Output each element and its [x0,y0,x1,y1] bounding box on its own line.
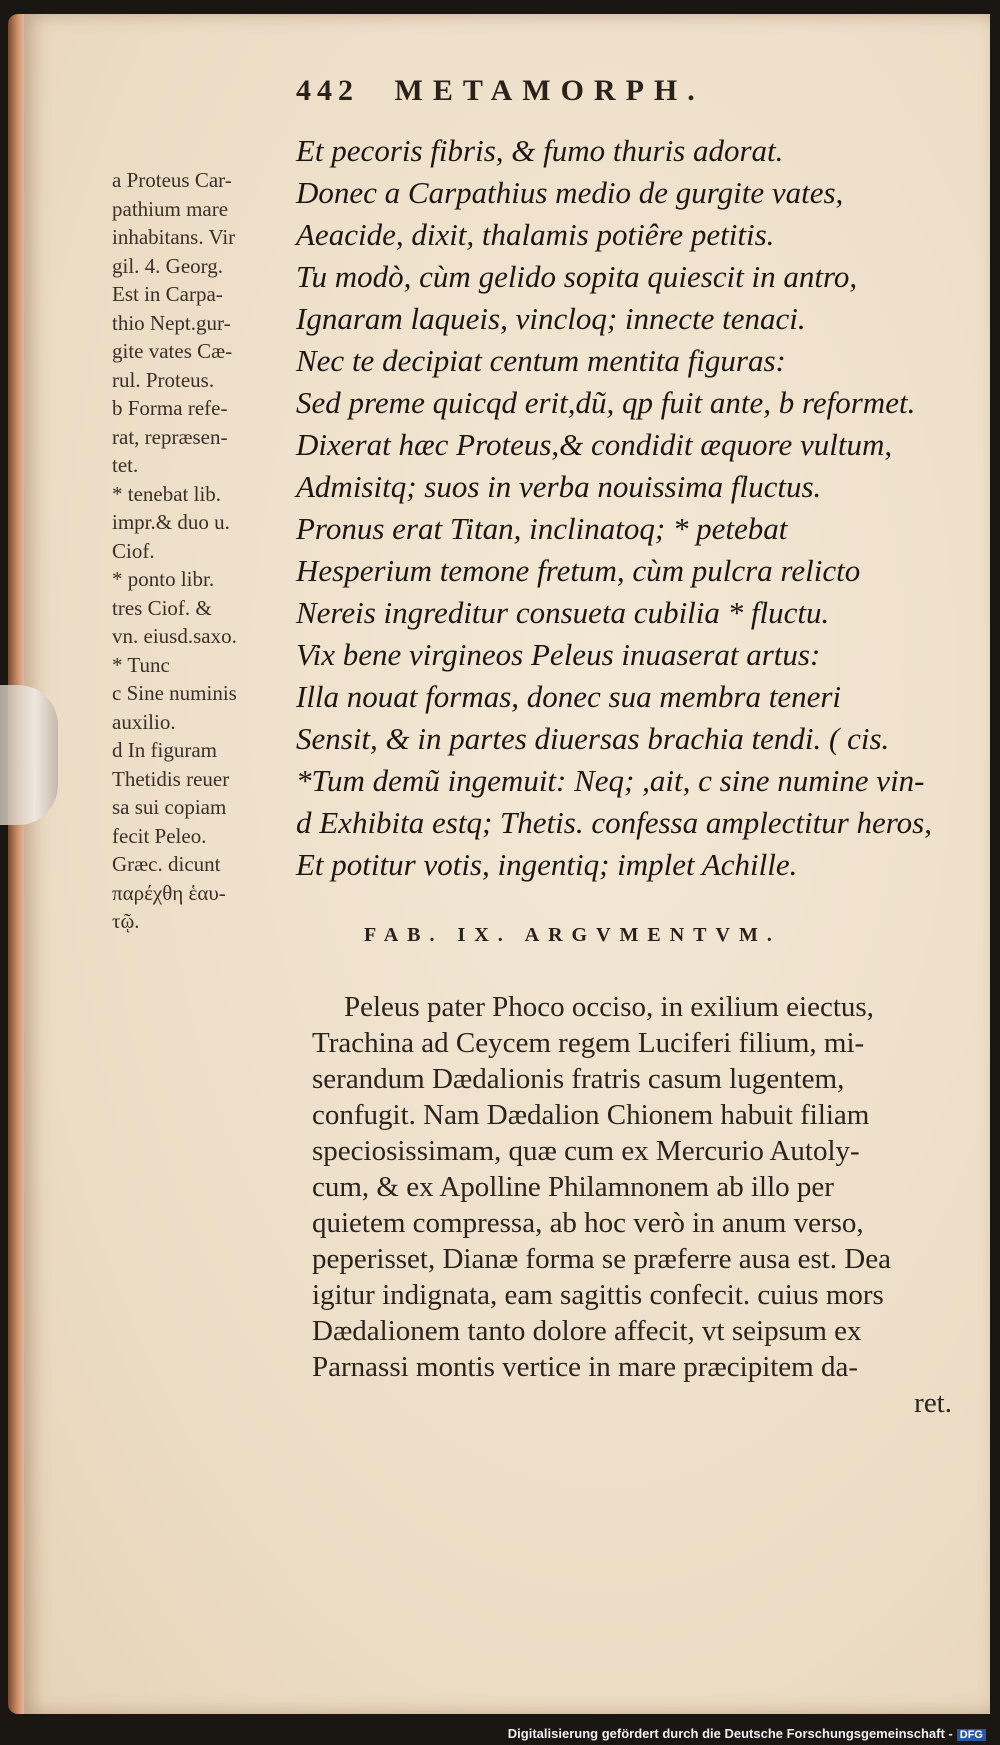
margin-note-line: sa sui copiam [112,795,227,819]
margin-notes [112,166,292,936]
book-page [24,14,990,1714]
prose-line: Parnassi montis vertice in mare præcipitem da- [312,1351,859,1383]
verse-line: Admisitq; suos in verba nouissima fluctus. [296,469,822,504]
verse-line: Vix bene virgineos Peleus inuaserat artus: [296,637,821,672]
running-header [296,74,705,108]
margin-note-line: tet. [112,453,139,477]
argument-paragraph [312,989,952,1421]
margin-note-line: rul. Proteus. [112,367,215,392]
margin-note-line: pathium mare [112,196,229,221]
verse-line: Sed preme quicqd erit,dũ, qp fuit ante, b reformet. [296,385,916,420]
prose-line: Trachina ad Ceycem regem Luciferi filium, mi- [312,1027,865,1059]
prose-line: Dædalionem tanto dolore affecit, vt seipsum ex [312,1315,862,1347]
prose-line: ret. [914,1387,952,1419]
verse-line: Pronus erat Titan, inclinatoq; * petebat [296,511,788,546]
verse-line: Nereis ingreditur consueta cubilia * fluctu. [296,595,830,630]
verse-line: Et potitur votis, ingentiq; implet Achille. [296,847,798,882]
margin-note-line: gite vates Cæ- [112,339,233,363]
dfg-logo: DFG [957,1729,986,1741]
margin-note-line: * ponto libr. [112,567,215,591]
margin-note-line: vn. eiusd.saxo. [112,624,237,648]
margin-note-line: a Proteus Car- [112,168,232,192]
verse-line: d Exhibita estq; Thetis. confessa amplectitur heros, [296,805,932,840]
verse-line: Illa nouat formas, donec sua membra teneri [296,679,842,714]
margin-note-line: Thetidis reuer [112,766,230,791]
prose-line: confugit. Nam Dædalion Chionem habuit filiam [312,1099,870,1131]
prose-line: cum, & ex Apolline Philamnonem ab illo per [312,1171,834,1203]
margin-note-line: thio Nept.gur- [112,310,231,335]
margin-note-line: Est in Carpa- [112,282,223,306]
margin-note-line: fecit Peleo. [112,823,207,848]
verse-line: Et pecoris fibris, & fumo thuris adorat. [296,133,784,168]
margin-note-line: gil. 4. Georg. [112,253,224,278]
fable-title: FAB. IX. ARGVMENTVM. [364,924,781,946]
margin-note-line: Græc. dicunt [112,852,221,876]
verse-line: Ignaram laqueis, vincloq; innecte tenaci. [296,301,806,336]
page-number: 442 [296,74,359,107]
verse-line: Nec te decipiat centum mentita figuras: [296,343,786,378]
verse-line: Hesperium temone fretum, cùm pulcra relicto [296,553,861,588]
margin-note-line: rat, repræsen- [112,424,228,449]
prose-line: peperisset, Dianæ forma se præferre ausa est. Dea [312,1243,891,1275]
margin-note-line: c Sine numinis [112,681,237,705]
digitization-footer [508,1726,986,1741]
verse-line: Dixerat hæc Proteus,& condidit æquore vultum, [296,427,893,462]
verse-line: Tu modò, cùm gelido sopita quiescit in antro, [296,259,858,294]
footer-text: Digitalisierung gefördert durch die Deutsche Forschungsgemeinschaft - [507,1726,953,1741]
margin-note-line: inhabitans. Vir [112,225,236,249]
margin-note-line: Ciof. [112,538,155,563]
margin-note-line: impr.& duo u. [112,510,230,534]
verse-line: Donec a Carpathius medio de gurgite vates, [296,175,844,210]
margin-note-line: d In figuram [112,738,217,762]
verse-block [296,130,986,886]
margin-note-line: * tenebat lib. [112,481,222,506]
prose-line: igitur indignata, eam sagittis confecit. cuius mors [312,1279,884,1311]
margin-note-line: * Tunc [112,652,170,677]
margin-note-line: παρέχθη ἑαυ- [112,880,226,905]
margin-note-line: b Forma refe- [112,396,228,420]
verse-line: *Tum demũ ingemuit: Neq; ,ait, c sine numine vin- [296,763,925,798]
prose-line: quietem compressa, ab hoc verò in anum verso, [312,1207,864,1239]
prose-line: serandum Dædalionis fratris casum lugentem, [312,1063,845,1095]
margin-note-line: τῷ. [112,909,140,933]
verse-line: Sensit, & in partes diuersas brachia tendi. ( cis. [296,721,890,756]
prose-line: speciosissimam, quæ cum ex Mercurio Autoly- [312,1135,860,1167]
page-clip [0,685,58,825]
margin-note-line: tres Ciof. & [112,595,212,620]
margin-note-line: auxilio. [112,709,176,734]
verse-line: Aeacide, dixit, thalamis potiêre petitis. [296,217,775,252]
prose-line: Peleus pater Phoco occiso, in exilium eiectus, [344,991,874,1023]
running-title: METAMORPH. [394,74,705,107]
